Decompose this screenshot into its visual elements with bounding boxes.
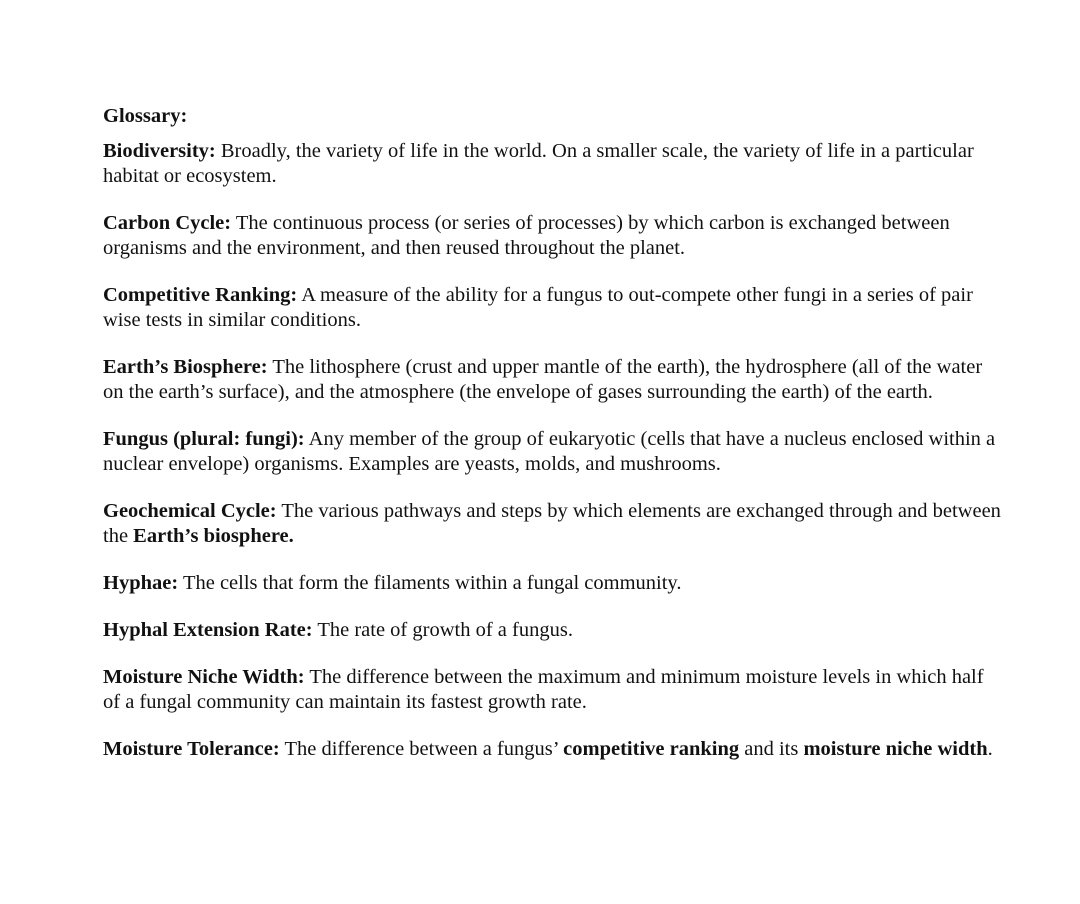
glossary-term: Carbon Cycle: xyxy=(103,212,232,234)
glossary-definition: The continuous process (or series of processes) by which carbon is exchanged between organisms and the environment, and then reused throughout the planet. xyxy=(103,212,950,259)
glossary-definition: The cells that form the filaments within a fungal community. xyxy=(182,572,682,594)
glossary-definition: The various pathways and steps by which elements are exchanged through and between the xyxy=(103,500,1001,547)
glossary-entry-moisture-tolerance xyxy=(103,737,1003,762)
glossary-entry-hyphae xyxy=(103,571,1003,596)
glossary-term: Competitive Ranking: xyxy=(103,284,298,306)
glossary-definition: The lithosphere (crust and upper mantle of the earth), the hydrosphere (all of the water on the earth’s surface), and the atmosphere (the envelope of gases surrounding the earth) of the earth. xyxy=(103,356,983,403)
glossary-definition: The difference between the maximum and minimum moisture levels in which half of a fungal community can maintain its fastest growth rate. xyxy=(103,666,984,713)
glossary-entry-geochemical-cycle xyxy=(103,499,1003,549)
glossary-cross-reference: Earth’s biosphere. xyxy=(133,525,294,547)
glossary-cross-reference: moisture niche width xyxy=(803,738,988,760)
glossary-entry-carbon-cycle xyxy=(103,211,1003,261)
glossary-definition: Broadly, the variety of life in the world. On a smaller scale, the variety of life in a particular habitat or ecosystem. xyxy=(103,140,974,187)
glossary-definition: Any member of the group of eukaryotic (cells that have a nucleus enclosed within a nuclear envelope) organisms. Examples are yeasts, molds, and mushrooms. xyxy=(103,428,996,475)
glossary-definition: A measure of the ability for a fungus to out-compete other fungi in a series of pair wise tests in similar conditions. xyxy=(103,284,973,331)
glossary-term: Hyphae: xyxy=(103,572,179,594)
glossary-definition-end: . xyxy=(987,738,993,760)
glossary-entry-fungus xyxy=(103,427,1003,477)
glossary-document xyxy=(103,104,1003,784)
glossary-heading: Glossary: xyxy=(103,105,188,127)
glossary-term: Biodiversity: xyxy=(103,140,216,162)
glossary-term: Fungus (plural: fungi): xyxy=(103,428,305,450)
glossary-entry-earths-biosphere xyxy=(103,355,1003,405)
glossary-definition: The rate of growth of a fungus. xyxy=(317,619,573,641)
glossary-entry-biodiversity xyxy=(103,139,1003,189)
glossary-term: Geochemical Cycle: xyxy=(103,500,277,522)
glossary-term: Moisture Niche Width: xyxy=(103,666,305,688)
glossary-term: Moisture Tolerance: xyxy=(103,738,280,760)
glossary-definition: The difference between a fungus’ xyxy=(284,738,559,760)
glossary-entry-hyphal-extension-rate xyxy=(103,618,1003,643)
glossary-cross-reference: competitive ranking xyxy=(563,738,740,760)
glossary-term: Hyphal Extension Rate: xyxy=(103,619,313,641)
glossary-entry-competitive-ranking xyxy=(103,283,1003,333)
glossary-term: Earth’s Biosphere: xyxy=(103,356,268,378)
glossary-entry-moisture-niche-width xyxy=(103,665,1003,715)
glossary-definition: and its xyxy=(744,738,799,760)
